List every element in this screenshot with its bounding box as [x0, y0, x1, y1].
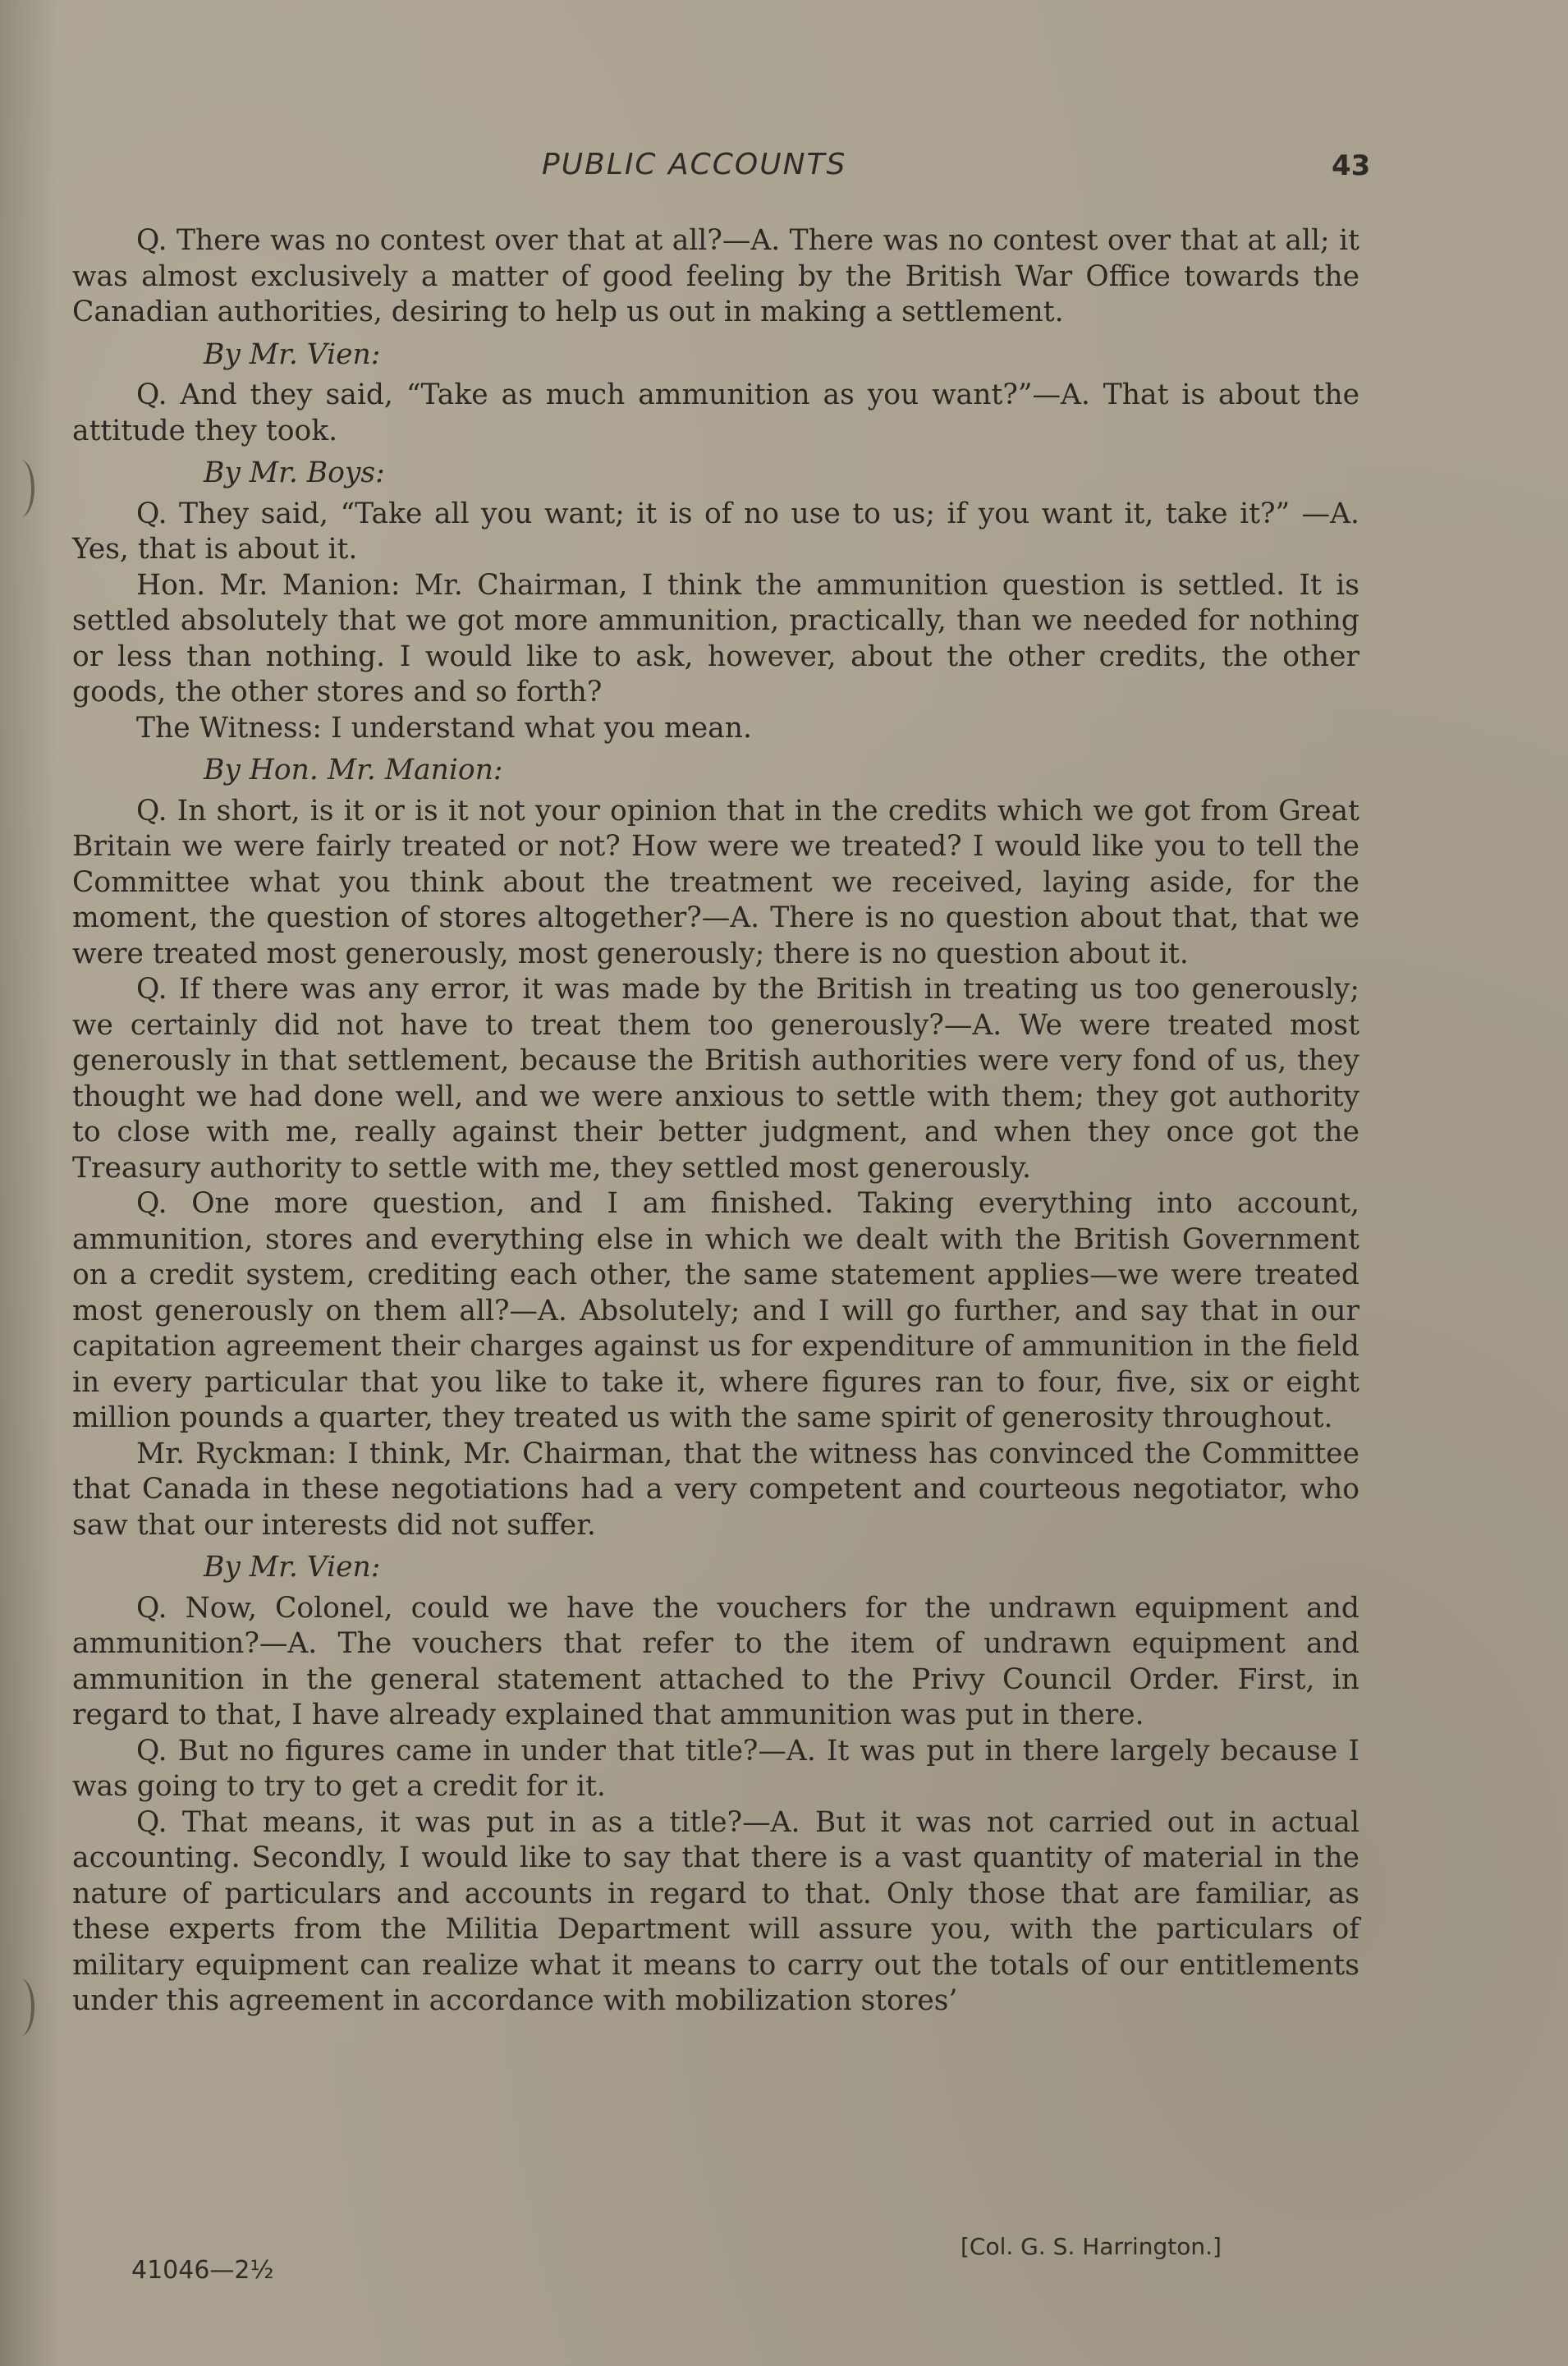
paragraph: Q. If there was any error, it was made by the British in treating us too generously; we certainly did not have to treat them too generously?—A. We were treated most generously in that settlement, because the British authorities were very fond of us, they thought we had done well, and we were anxious to settle with them; they got authority to close with me, really against their better judgment, and when they once got the Treasury authority to settle with me, they settled most generously.: [72, 973, 1359, 1185]
body-text: [72, 223, 1359, 2020]
page-header: [0, 148, 1568, 197]
paragraph: Q. They said, “Take all you want; it is of no use to us; if you want it, take it?” —A. Yes, that is about it.: [72, 497, 1359, 566]
running-head: PUBLIC ACCOUNTS: [542, 148, 847, 181]
paragraph: Q. That means, it was put in as a title?—A. But it was not carried out in actual accounting. Secondly, I would like to say that there is a vast quantity of material in the nature of particulars and accounts in regard to that. Only those that are familiar, as these experts from the Militia Department will assure you, with the particulars of military equipment can realize what it means to carry out the totals of our entitlements under this agreement in accordance with mobilization stores’: [72, 1805, 1359, 2017]
paragraph: Hon. Mr. Manion: Mr. Chairman, I think the ammunition question is settled. It is settled absolutely that we got more ammunition, practically, than we needed for nothing or less than nothing. I would like to ask, however, about the other credits, the other goods, the other stores and so forth?: [72, 568, 1359, 708]
speaker-heading: By Mr. Vien:: [204, 1551, 381, 1584]
binding-mark: [7, 1979, 34, 2036]
paragraph: Mr. Ryckman: I think, Mr. Chairman, that the witness has convinced the Committee that Canada in these negotiations had a very competent and courteous negotiator, who saw that our interests did not suffer.: [72, 1437, 1359, 1542]
paragraph: Q. One more question, and I am finished. Taking everything into account, ammunition, stores and everything else in which we dealt with the British Government on a credit system, crediting each other, the same statement applies—we were treated most generously on them all?—A. Absolutely; and I will go further, and say that in our capitation agreement their charges against us for expenditure of ammunition in the field in every particular that you like to take it, where figures ran to four, five, six or eight million pounds a quarter, they treated us with the same spirit of generosity throughout.: [72, 1187, 1359, 1434]
paragraph: Q. In short, is it or is it not your opinion that in the credits which we got from Great Britain we were fairly treated or not? How were we treated? I would like you to tell the Committee what you think about the treatment we received, laying aside, for the moment, the question of stores altogether?—A. There is no question about that, that we were treated most generously, most generously; there is no question about it.: [72, 794, 1359, 970]
paragraph: The Witness: I understand what you mean.: [136, 711, 752, 745]
paragraph: Q. But no figures came in under that title?—A. It was put in there largely because I was going to try to get a credit for it.: [72, 1734, 1359, 1803]
speaker-heading: By Hon. Mr. Manion:: [204, 754, 503, 786]
paragraph: Q. There was no contest over that at all?—A. There was no contest over that at all; it was almost exclusively a matter of good feeling by the British War Office towards the Canadian authorities, desiring to help us out in making a settlement.: [72, 224, 1359, 328]
speaker-heading: By Mr. Vien:: [204, 337, 381, 371]
binding-mark: [7, 460, 34, 517]
speaker-heading: By Mr. Boys:: [204, 456, 385, 489]
printer-code: 41046—2½: [131, 2256, 274, 2285]
witness-signature: [Col. G. S. Harrington.]: [961, 2233, 1222, 2260]
page-number: 43: [1332, 149, 1371, 182]
paragraph: Q. And they said, “Take as much ammunition as you want?”—A. That is about the attitude they took.: [72, 378, 1359, 447]
paragraph: Q. Now, Colonel, could we have the vouchers for the undrawn equipment and ammunition?—A. The vouchers that refer to the item of undrawn equipment and ammunition in the general statement attached to the Privy Council Order. First, in regard to that, I have already explained that ammunition was put in there.: [72, 1591, 1359, 1731]
